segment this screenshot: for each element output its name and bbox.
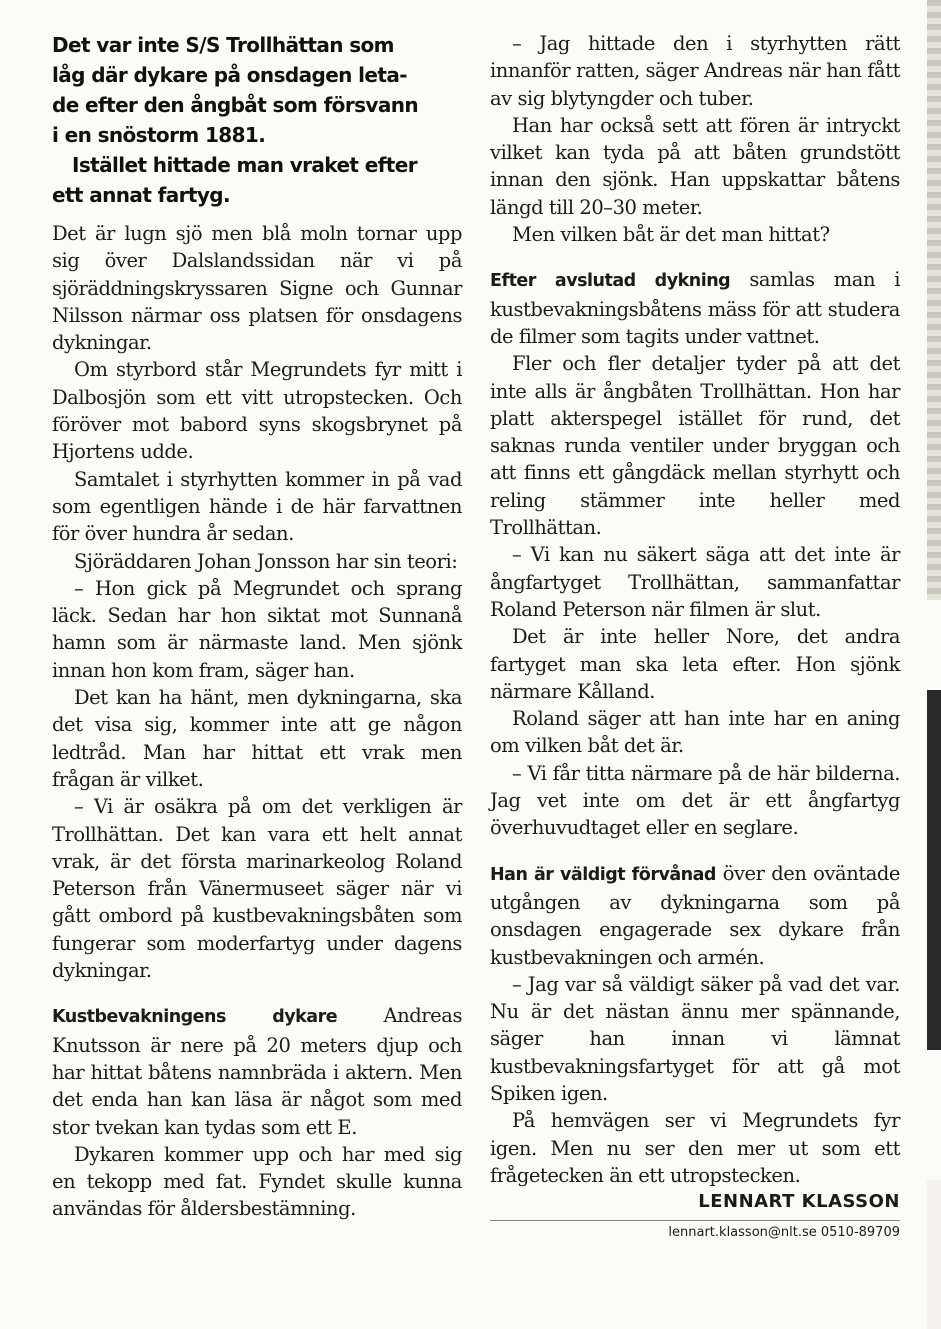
quote-paragraph: – Jag hittade den i styrhytten rätt innanför ratten, säger Andreas när han fått av sig blytyngder och tuber. xyxy=(490,32,900,110)
body-paragraph: Fler och fler detaljer tyder på att det inte alls är ångbåten Trollhättan. Hon har platt akterspegel istället för rund, det saknas runda ventiler under bryggan och att finns ett gångdäck mellan styrhytt och reling stämmer inte heller med Trollhättan. xyxy=(490,352,900,540)
section-lead: Kustbevakningens dykare xyxy=(52,1007,338,1028)
byline: LENNART KLASSON xyxy=(698,1191,900,1213)
section-paragraph: Kustbevakningens dykare Andreas Knutsson är nere på 20 meters djup och har hittat båtens namnbräda i aktern. Men det enda han kan läsa är något som med stor tvekan kan tydas som ett E. xyxy=(52,1004,462,1139)
body-paragraph: Det är inte heller Nore, det andra fartyget man ska leta efter. Hon sjönk närmare Kålland. xyxy=(490,625,900,703)
ingress-line: låg där dykare på onsdagen leta- xyxy=(52,63,407,87)
article-ingress xyxy=(52,30,462,210)
ingress-line: Istället hittade man vraket efter xyxy=(72,153,417,177)
adjacent-page-edge xyxy=(927,0,941,600)
body-paragraph: Det är lugn sjö men blå moln tornar upp sig över Dalslandssidan när vi på sjöräddningskryssaren Signe och Gunnar Nilsson närmar oss platsen för onsdagens dykningar. xyxy=(52,222,462,355)
quote-paragraph: – Vi får titta närmare på de här bilderna. Jag vet inte om det är ett ångfartyg överhuvudtaget eller en seglare. xyxy=(490,761,900,840)
body-paragraph: Men vilken båt är det man hittat? xyxy=(512,223,830,247)
body-paragraph: Samtalet i styrhytten kommer in på vad som egentligen hände i de här farvattnen för över hundra år sedan. xyxy=(52,467,462,546)
ingress-line: de efter den ångbåt som försvann xyxy=(52,93,418,117)
section-lead: Han är väldigt förvånad xyxy=(490,864,716,885)
section-paragraph: Efter avslutad dykning samlas man i kustbevakningsbåtens mäss för att studera de filmer som tagits under vattnet. xyxy=(490,268,900,348)
quote-paragraph: – Vi kan nu säkert säga att det inte är ångfartyget Trollhättan, sammanfattar Roland Peterson när filmen är slut. xyxy=(490,543,900,621)
quote-paragraph: – Hon gick på Megrundet och sprang läck. Sedan har hon siktat mot Sunnanå hamn som är närmaste land. Men sjönk innan hon kom fram, säger han. xyxy=(52,576,462,682)
ingress-line: Det var inte S/S Trollhättan som xyxy=(52,33,394,57)
body-paragraph: Sjöräddaren Johan Jonsson har sin teori: xyxy=(74,549,458,573)
ingress-line: ett annat fartyg. xyxy=(52,183,231,207)
body-paragraph: Dykaren kommer upp och har med sig en tekopp med fat. Fyndet skulle kunna användas för åldersbestämning. xyxy=(52,1142,462,1221)
body-paragraph: Roland säger att han inte har en aning om vilken båt det är. xyxy=(490,707,900,758)
quote-paragraph: – Vi är osäkra på om det verkligen är Trollhättan. Det kan vara ett helt annat vrak, är det första marinarkeolog Roland Peterson från Vänermuseet säger när vi gått ombord på kustbevakningsbåten som fungerar som moderfartyg under dagens dykningar. xyxy=(52,795,462,983)
ingress-line: i en snöstorm 1881. xyxy=(52,123,266,147)
quote-paragraph: – Jag var så väldigt säker på vad det var. Nu är det nästan ännu mer spännande, säger han innan vi lämnat kustbevakningsfartyget för att gå mot Spiken igen. xyxy=(490,972,900,1105)
body-paragraph: På hemvägen ser vi Megrundets fyr igen. Men nu ser den mer ut som ett frågetecken än ett utropstecken. xyxy=(490,1109,900,1187)
section-paragraph: Han är väldigt förvånad över den oväntade utgången av dykningarna som på onsdagen engagerade sex dykare från kustbevakningen och armén. xyxy=(490,861,901,969)
adjacent-page-edge xyxy=(927,1180,941,1329)
contact-info: lennart.klasson@nlt.se 0510-89709 xyxy=(668,1225,900,1241)
body-paragraph: Om styrbord står Megrundets fyr mitt i Dalbosjön som ett vitt utropstecken. Och föröver mot babord syns skogsbrynet på Hjortens udde. xyxy=(52,358,462,464)
contact-divider xyxy=(490,1220,900,1221)
body-paragraph: Det kan ha hänt, men dykningarna, ska det visa sig, kommer inte att ge någon ledtråd. Man har hittat ett vrak men frågan är vilket. xyxy=(52,686,462,791)
left-column xyxy=(52,30,462,1223)
section-lead: Efter avslutad dykning xyxy=(490,271,731,292)
body-paragraph: Han har också sett att fören är intryckt vilket kan tyda på att båten grundstött innan den sjönk. Han uppskattar båtens längd till 20–30 meter. xyxy=(490,113,900,219)
right-column xyxy=(490,30,900,1240)
adjacent-photo-edge xyxy=(927,690,941,1050)
